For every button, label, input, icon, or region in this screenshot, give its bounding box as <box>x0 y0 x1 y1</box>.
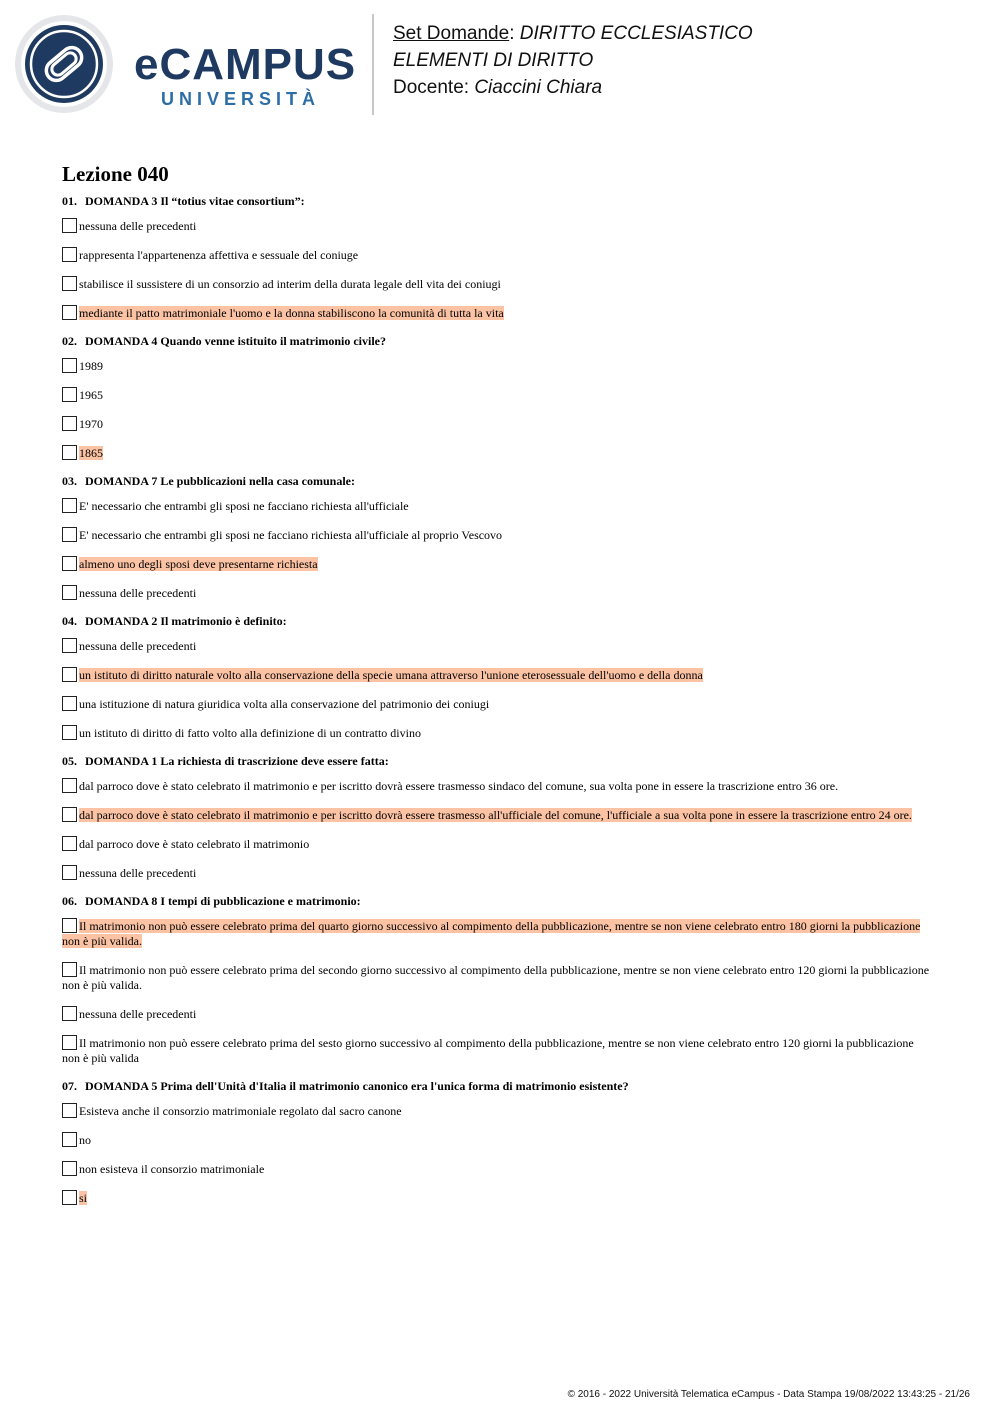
answer-option <box>62 218 932 234</box>
question-block <box>62 614 932 741</box>
course-info: Set Domande: DIRITTO ECCLESIASTICO ELEMENTI DI DIRITTO Docente: Ciaccini Chiara <box>393 23 753 98</box>
teacher-name: Ciaccini Chiara <box>474 77 603 98</box>
question-label: DOMANDA 2 Il matrimonio è definito: <box>85 614 287 628</box>
answer-option <box>62 498 932 514</box>
option-label: nessuna delle precedenti <box>79 639 197 653</box>
question-set <box>62 158 932 1219</box>
question-label: DOMANDA 7 Le pubblicazioni nella casa comunale: <box>85 474 356 488</box>
svg-text:UNIVERSITÀ: UNIVERSITÀ <box>161 89 321 109</box>
answer-option-correct <box>62 305 932 321</box>
course-name: DIRITTO ECCLESIASTICO <box>519 23 753 44</box>
checkbox[interactable] <box>62 1103 77 1118</box>
checkbox[interactable] <box>62 276 77 291</box>
header-divider <box>372 14 374 115</box>
question-text <box>62 474 932 489</box>
question-text <box>62 1079 932 1094</box>
answer-option-correct <box>62 807 932 823</box>
question-label: DOMANDA 1 La richiesta di trascrizione deve essere fatta: <box>85 754 389 768</box>
checkbox[interactable] <box>62 1035 77 1050</box>
option-label: mediante il patto matrimoniale l'uomo e la donna stabiliscono la comunità di tutta la vita <box>79 306 504 320</box>
checkbox[interactable] <box>62 305 77 320</box>
option-label: nessuna delle precedenti <box>79 219 197 233</box>
answer-option <box>62 387 932 403</box>
checkbox[interactable] <box>62 725 77 740</box>
option-label: E' necessario che entrambi gli sposi ne facciano richiesta all'ufficiale al proprio Vescovo <box>79 528 503 542</box>
option-label: nessuna delle precedenti <box>79 866 197 880</box>
checkbox[interactable] <box>62 962 77 977</box>
checkbox[interactable] <box>62 638 77 653</box>
answer-option <box>62 585 932 601</box>
option-label: si <box>79 1191 88 1205</box>
question-label: DOMANDA 3 Il “totius vitae consortium”: <box>85 194 305 208</box>
checkbox[interactable] <box>62 498 77 513</box>
question-number: 04. <box>62 614 77 628</box>
answer-option <box>62 962 932 993</box>
option-label: Il matrimonio non può essere celebrato prima del secondo giorno successivo al compimento della pubblicazione, mentre se non viene celebrato entro 120 giorni la pubblicazione non è più valida. <box>62 963 930 992</box>
checkbox[interactable] <box>62 836 77 851</box>
checkbox[interactable] <box>62 807 77 822</box>
checkbox[interactable] <box>62 556 77 571</box>
teacher-label: Docente: <box>393 77 470 98</box>
answer-option-correct <box>62 556 932 572</box>
question-label: DOMANDA 8 I tempi di pubblicazione e matrimonio: <box>85 894 361 908</box>
checkbox[interactable] <box>62 585 77 600</box>
question-text <box>62 614 932 629</box>
checkbox[interactable] <box>62 1161 77 1176</box>
question-block <box>62 334 932 461</box>
option-label: rappresenta l'appartenenza affettiva e sessuale del coniuge <box>79 248 359 262</box>
question-block <box>62 474 932 601</box>
checkbox[interactable] <box>62 527 77 542</box>
option-label: dal parroco dove è stato celebrato il matrimonio e per iscritto dovrà essere trasmesso all'ufficiale del comune, l'ufficiale a sua volta pone in essere la trascrizione entro 24 ore. <box>79 808 912 822</box>
answer-option <box>62 638 932 654</box>
checkbox[interactable] <box>62 416 77 431</box>
option-label: un istituto di diritto di fatto volto alla definizione di un contratto divino <box>79 726 421 740</box>
checkbox[interactable] <box>62 1006 77 1021</box>
page-footer: © 2016 - 2022 Università Telematica eCampus - Data Stampa 19/08/2022 13:43:25 - 21/26 <box>567 1389 970 1400</box>
answer-option <box>62 358 932 374</box>
option-label: 1989 <box>79 359 103 373</box>
option-label: stabilisce il sussistere di un consorzio ad interim della durata legale dell vita dei coniugi <box>79 277 501 291</box>
svg-text:eCAMPUS: eCAMPUS <box>134 40 357 89</box>
set-label: Set Domande <box>393 23 510 44</box>
question-number: 01. <box>62 194 77 208</box>
answer-option-correct <box>62 445 932 461</box>
answer-option <box>62 1161 932 1177</box>
answer-option <box>62 527 932 543</box>
option-label: no <box>79 1133 91 1147</box>
option-label: dal parroco dove è stato celebrato il matrimonio e per iscritto dovrà essere trasmesso sindaco del comune, sua volta pone in essere la trascrizione entro 36 ore. <box>79 779 839 793</box>
answer-option <box>62 276 932 292</box>
checkbox[interactable] <box>62 445 77 460</box>
question-number: 06. <box>62 894 77 908</box>
option-label: una istituzione di natura giuridica volta alla conservazione del patrimonio dei coniugi <box>79 697 490 711</box>
answer-option <box>62 1006 932 1022</box>
question-label: DOMANDA 5 Prima dell'Unità d'Italia il matrimonio canonico era l'unica forma di matrimonio esistente? <box>85 1079 629 1093</box>
course-subtitle: ELEMENTI DI DIRITTO <box>393 50 594 71</box>
checkbox[interactable] <box>62 218 77 233</box>
answer-option <box>62 836 932 852</box>
question-label: DOMANDA 4 Quando venne istituito il matrimonio civile? <box>85 334 386 348</box>
question-text <box>62 194 932 209</box>
answer-option <box>62 778 932 794</box>
question-text <box>62 894 932 909</box>
answer-option <box>62 696 932 712</box>
option-label: Esisteva anche il consorzio matrimoniale regolato dal sacro canone <box>79 1104 402 1118</box>
option-label: 1965 <box>79 388 103 402</box>
question-block <box>62 194 932 321</box>
lesson-title: Lezione 040 <box>62 162 169 186</box>
question-number: 05. <box>62 754 77 768</box>
answer-option <box>62 1132 932 1148</box>
option-label: nessuna delle precedenti <box>79 586 197 600</box>
question-list <box>62 194 932 1206</box>
answer-option <box>62 865 932 881</box>
answer-option <box>62 725 932 741</box>
option-label: Il matrimonio non può essere celebrato prima del sesto giorno successivo al compimento della pubblicazione, mentre se non viene celebrato entro 120 giorni la pubblicazione non è più valida <box>62 1036 914 1065</box>
answer-option-correct <box>62 667 932 683</box>
checkbox[interactable] <box>62 1190 77 1205</box>
answer-option <box>62 247 932 263</box>
answer-option <box>62 1103 932 1119</box>
checkbox[interactable] <box>62 387 77 402</box>
option-label: nessuna delle precedenti <box>79 1007 197 1021</box>
checkbox[interactable] <box>62 358 77 373</box>
checkbox[interactable] <box>62 667 77 682</box>
page-header <box>0 0 1000 130</box>
checkbox[interactable] <box>62 865 77 880</box>
checkbox[interactable] <box>62 247 77 262</box>
question-number: 07. <box>62 1079 77 1093</box>
option-label: almeno uno degli sposi deve presentarne richiesta <box>79 557 318 571</box>
answer-option <box>62 416 932 432</box>
question-block <box>62 1079 932 1206</box>
question-number: 02. <box>62 334 77 348</box>
answer-option-correct <box>62 1190 932 1206</box>
checkbox[interactable] <box>62 918 77 933</box>
option-label: 1865 <box>79 446 103 460</box>
checkbox[interactable] <box>62 696 77 711</box>
question-block <box>62 754 932 881</box>
question-text <box>62 754 932 769</box>
answer-option <box>62 1035 932 1066</box>
option-label: 1970 <box>79 417 103 431</box>
ecampus-logo <box>14 12 359 117</box>
checkbox[interactable] <box>62 778 77 793</box>
option-label: E' necessario che entrambi gli sposi ne facciano richiesta all'ufficiale <box>79 499 409 513</box>
option-label: Il matrimonio non può essere celebrato prima del quarto giorno successivo al compimento della pubblicazione, mentre se non viene celebrato entro 180 giorni la pubblicazione non è più valida. <box>62 919 921 948</box>
question-block <box>62 894 932 1066</box>
option-label: dal parroco dove è stato celebrato il matrimonio <box>79 837 310 851</box>
option-label: non esisteva il consorzio matrimoniale <box>79 1162 265 1176</box>
checkbox[interactable] <box>62 1132 77 1147</box>
option-label: un istituto di diritto naturale volto alla conservazione della specie umana attraverso l'unione eterosessuale dell'uomo e della donna <box>79 668 703 682</box>
question-number: 03. <box>62 474 77 488</box>
question-text <box>62 334 932 349</box>
answer-option-correct <box>62 918 932 949</box>
